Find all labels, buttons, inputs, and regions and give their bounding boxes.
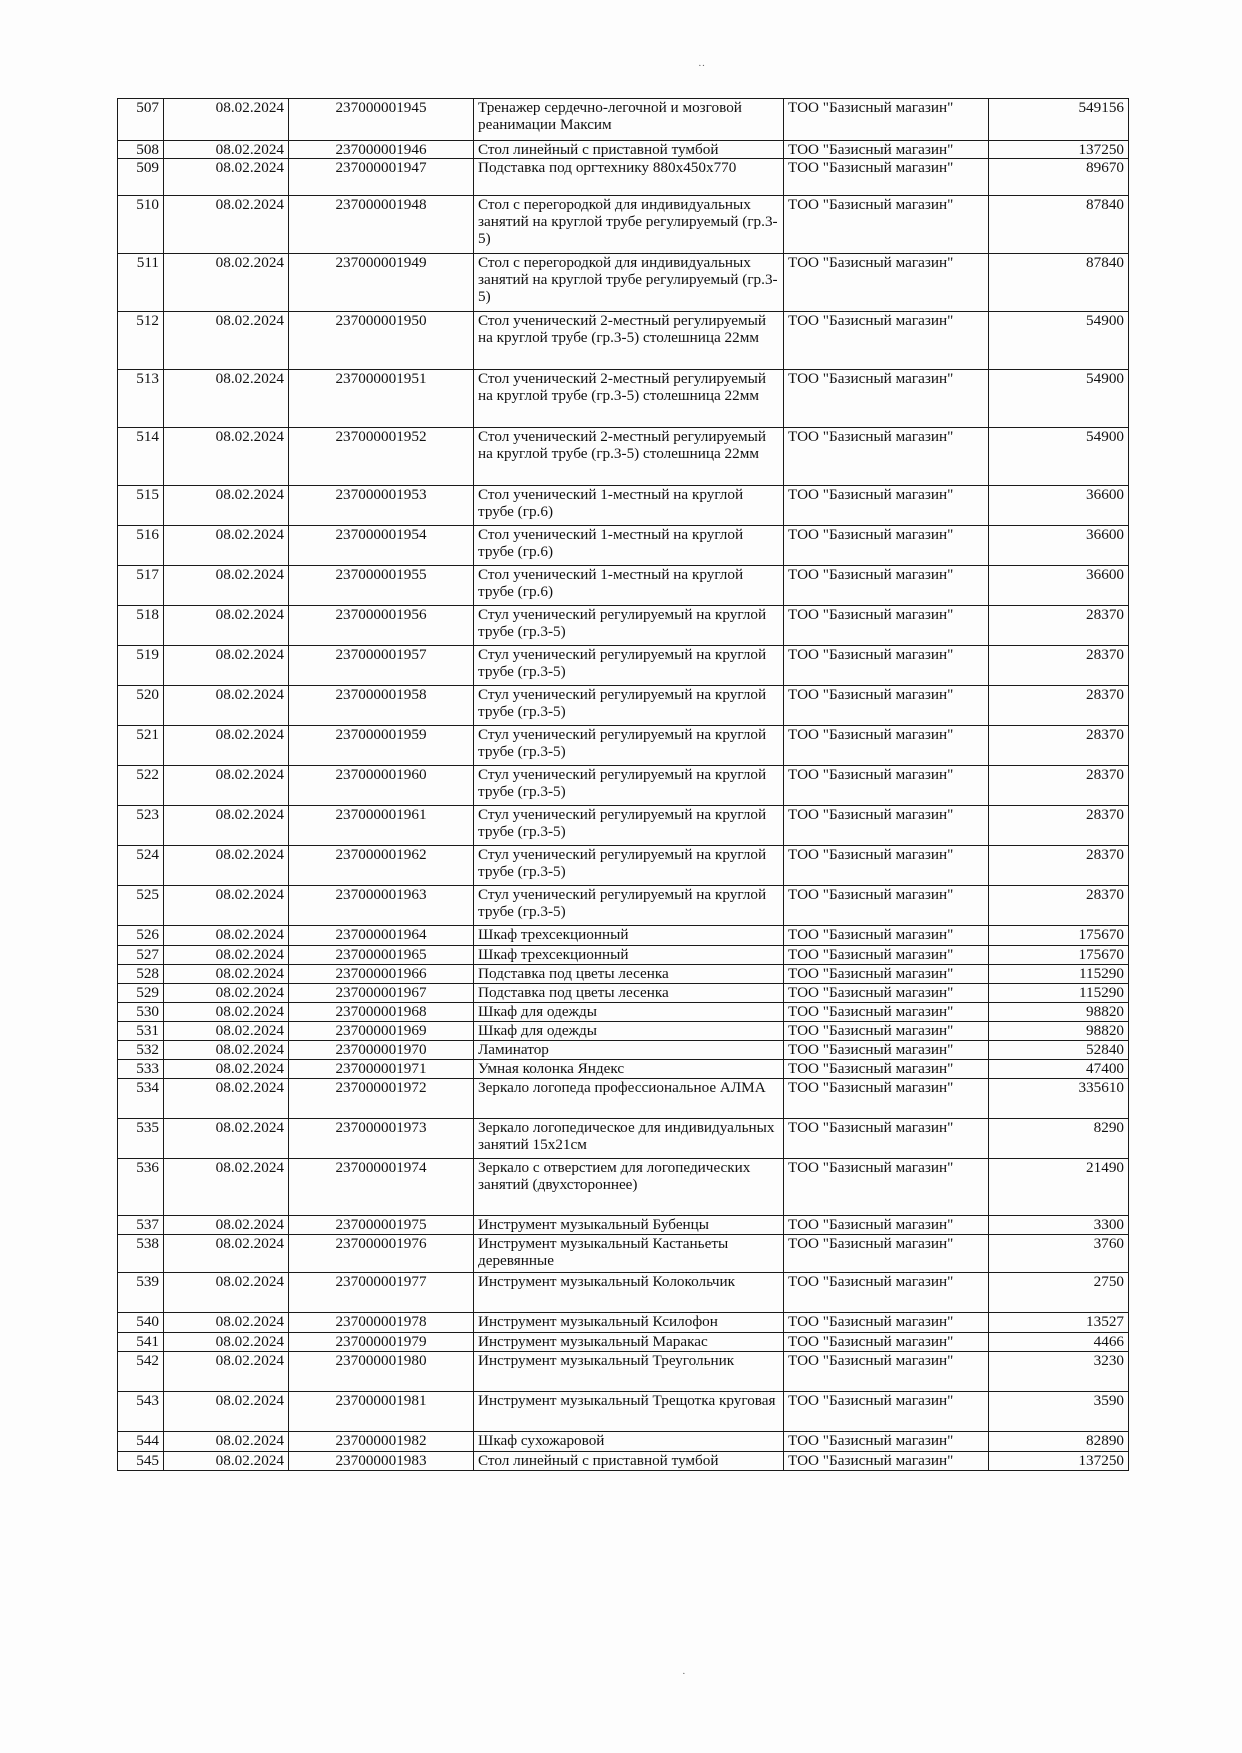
inventory-code-cell: 237000001949 xyxy=(289,254,474,312)
inventory-code-cell: 237000001951 xyxy=(289,370,474,428)
supplier-cell: ТОО "Базисный магазин" xyxy=(784,726,989,766)
item-name-cell: Стол ученический 2-местный регулируемый на круглой трубе (гр.3-5) столешница 22мм xyxy=(474,428,784,486)
price-cell: 3230 xyxy=(989,1352,1129,1392)
row-number-cell: 533 xyxy=(118,1060,164,1079)
item-name-cell: Инструмент музыкальный Треугольник xyxy=(474,1352,784,1392)
item-name-cell: Шкаф трехсекционный xyxy=(474,926,784,946)
inventory-code-cell: 237000001970 xyxy=(289,1041,474,1060)
table-body xyxy=(118,99,1129,1471)
price-cell: 335610 xyxy=(989,1079,1129,1119)
price-cell: 28370 xyxy=(989,886,1129,926)
row-number-cell: 540 xyxy=(118,1313,164,1333)
price-cell: 82890 xyxy=(989,1432,1129,1452)
supplier-cell: ТОО "Базисный магазин" xyxy=(784,141,989,159)
date-cell: 08.02.2024 xyxy=(164,726,289,766)
date-cell: 08.02.2024 xyxy=(164,1159,289,1216)
inventory-code-cell: 237000001958 xyxy=(289,686,474,726)
date-cell: 08.02.2024 xyxy=(164,486,289,526)
supplier-cell: ТОО "Базисный магазин" xyxy=(784,196,989,254)
supplier-cell: ТОО "Базисный магазин" xyxy=(784,1432,989,1452)
row-number-cell: 510 xyxy=(118,196,164,254)
date-cell: 08.02.2024 xyxy=(164,566,289,606)
table-row xyxy=(118,141,1129,159)
date-cell: 08.02.2024 xyxy=(164,159,289,196)
inventory-code-cell: 237000001968 xyxy=(289,1003,474,1022)
date-cell: 08.02.2024 xyxy=(164,984,289,1003)
row-number-cell: 529 xyxy=(118,984,164,1003)
table-row xyxy=(118,1313,1129,1333)
price-cell: 4466 xyxy=(989,1333,1129,1352)
table-row xyxy=(118,946,1129,965)
inventory-code-cell: 237000001983 xyxy=(289,1452,474,1471)
row-number-cell: 531 xyxy=(118,1022,164,1041)
inventory-code-cell: 237000001978 xyxy=(289,1313,474,1333)
supplier-cell: ТОО "Базисный магазин" xyxy=(784,846,989,886)
price-cell: 3760 xyxy=(989,1235,1129,1273)
item-name-cell: Подставка под цветы лесенка xyxy=(474,984,784,1003)
price-cell: 115290 xyxy=(989,984,1129,1003)
supplier-cell: ТОО "Базисный магазин" xyxy=(784,1022,989,1041)
row-number-cell: 523 xyxy=(118,806,164,846)
item-name-cell: Шкаф сухожаровой xyxy=(474,1432,784,1452)
supplier-cell: ТОО "Базисный магазин" xyxy=(784,1079,989,1119)
inventory-code-cell: 237000001954 xyxy=(289,526,474,566)
item-name-cell: Шкаф для одежды xyxy=(474,1003,784,1022)
price-cell: 52840 xyxy=(989,1041,1129,1060)
supplier-cell: ТОО "Базисный магазин" xyxy=(784,1060,989,1079)
inventory-code-cell: 237000001952 xyxy=(289,428,474,486)
inventory-code-cell: 237000001974 xyxy=(289,1159,474,1216)
supplier-cell: ТОО "Базисный магазин" xyxy=(784,1235,989,1273)
price-cell: 54900 xyxy=(989,312,1129,370)
inventory-code-cell: 237000001964 xyxy=(289,926,474,946)
supplier-cell: ТОО "Базисный магазин" xyxy=(784,1452,989,1471)
table-row xyxy=(118,1273,1129,1313)
table-row xyxy=(118,99,1129,141)
date-cell: 08.02.2024 xyxy=(164,806,289,846)
price-cell: 28370 xyxy=(989,766,1129,806)
supplier-cell: ТОО "Базисный магазин" xyxy=(784,254,989,312)
date-cell: 08.02.2024 xyxy=(164,686,289,726)
supplier-cell: ТОО "Базисный магазин" xyxy=(784,806,989,846)
date-cell: 08.02.2024 xyxy=(164,1333,289,1352)
item-name-cell: Зеркало логопеда профессиональное АЛМА xyxy=(474,1079,784,1119)
price-cell: 137250 xyxy=(989,1452,1129,1471)
date-cell: 08.02.2024 xyxy=(164,141,289,159)
row-number-cell: 526 xyxy=(118,926,164,946)
item-name-cell: Стол ученический 1-местный на круглой трубе (гр.6) xyxy=(474,486,784,526)
item-name-cell: Подставка под цветы лесенка xyxy=(474,965,784,984)
item-name-cell: Подставка под оргтехнику 880x450x770 xyxy=(474,159,784,196)
inventory-code-cell: 237000001975 xyxy=(289,1216,474,1235)
asset-register-table xyxy=(117,98,1129,1471)
date-cell: 08.02.2024 xyxy=(164,312,289,370)
item-name-cell: Стол линейный с приставной тумбой xyxy=(474,141,784,159)
item-name-cell: Стул ученический регулируемый на круглой трубе (гр.3-5) xyxy=(474,726,784,766)
date-cell: 08.02.2024 xyxy=(164,428,289,486)
table-row xyxy=(118,726,1129,766)
table-row xyxy=(118,1432,1129,1452)
item-name-cell: Стол ученический 2-местный регулируемый на круглой трубе (гр.3-5) столешница 22мм xyxy=(474,370,784,428)
date-cell: 08.02.2024 xyxy=(164,1041,289,1060)
row-number-cell: 545 xyxy=(118,1452,164,1471)
supplier-cell: ТОО "Базисный магазин" xyxy=(784,370,989,428)
row-number-cell: 524 xyxy=(118,846,164,886)
supplier-cell: ТОО "Базисный магазин" xyxy=(784,1352,989,1392)
item-name-cell: Инструмент музыкальный Бубенцы xyxy=(474,1216,784,1235)
row-number-cell: 532 xyxy=(118,1041,164,1060)
supplier-cell: ТОО "Базисный магазин" xyxy=(784,428,989,486)
price-cell: 89670 xyxy=(989,159,1129,196)
item-name-cell: Тренажер сердечно-легочной и мозговой реанимации Максим xyxy=(474,99,784,141)
date-cell: 08.02.2024 xyxy=(164,196,289,254)
inventory-code-cell: 237000001973 xyxy=(289,1119,474,1159)
row-number-cell: 521 xyxy=(118,726,164,766)
inventory-code-cell: 237000001950 xyxy=(289,312,474,370)
row-number-cell: 537 xyxy=(118,1216,164,1235)
inventory-code-cell: 237000001966 xyxy=(289,965,474,984)
supplier-cell: ТОО "Базисный магазин" xyxy=(784,526,989,566)
item-name-cell: Стул ученический регулируемый на круглой трубе (гр.3-5) xyxy=(474,766,784,806)
supplier-cell: ТОО "Базисный магазин" xyxy=(784,486,989,526)
inventory-code-cell: 237000001979 xyxy=(289,1333,474,1352)
inventory-code-cell: 237000001972 xyxy=(289,1079,474,1119)
item-name-cell: Ламинатор xyxy=(474,1041,784,1060)
item-name-cell: Стул ученический регулируемый на круглой трубе (гр.3-5) xyxy=(474,846,784,886)
inventory-code-cell: 237000001969 xyxy=(289,1022,474,1041)
date-cell: 08.02.2024 xyxy=(164,1119,289,1159)
date-cell: 08.02.2024 xyxy=(164,526,289,566)
price-cell: 115290 xyxy=(989,965,1129,984)
inventory-code-cell: 237000001977 xyxy=(289,1273,474,1313)
price-cell: 2750 xyxy=(989,1273,1129,1313)
inventory-code-cell: 237000001948 xyxy=(289,196,474,254)
supplier-cell: ТОО "Базисный магазин" xyxy=(784,159,989,196)
row-number-cell: 515 xyxy=(118,486,164,526)
price-cell: 28370 xyxy=(989,606,1129,646)
inventory-code-cell: 237000001961 xyxy=(289,806,474,846)
date-cell: 08.02.2024 xyxy=(164,946,289,965)
table-row xyxy=(118,486,1129,526)
supplier-cell: ТОО "Базисный магазин" xyxy=(784,646,989,686)
row-number-cell: 534 xyxy=(118,1079,164,1119)
table-row xyxy=(118,1352,1129,1392)
row-number-cell: 522 xyxy=(118,766,164,806)
date-cell: 08.02.2024 xyxy=(164,1313,289,1333)
table-row xyxy=(118,606,1129,646)
price-cell: 54900 xyxy=(989,370,1129,428)
price-cell: 175670 xyxy=(989,926,1129,946)
row-number-cell: 528 xyxy=(118,965,164,984)
price-cell: 3300 xyxy=(989,1216,1129,1235)
date-cell: 08.02.2024 xyxy=(164,1432,289,1452)
item-name-cell: Стол линейный с приставной тумбой xyxy=(474,1452,784,1471)
table-row xyxy=(118,984,1129,1003)
item-name-cell: Инструмент музыкальный Маракас xyxy=(474,1333,784,1352)
item-name-cell: Стол с перегородкой для индивидуальных занятий на круглой трубе регулируемый (гр.3-5) xyxy=(474,196,784,254)
inventory-code-cell: 237000001980 xyxy=(289,1352,474,1392)
item-name-cell: Зеркало логопедическое для индивидуальных занятий 15x21см xyxy=(474,1119,784,1159)
item-name-cell: Стул ученический регулируемый на круглой трубе (гр.3-5) xyxy=(474,646,784,686)
table-row xyxy=(118,196,1129,254)
item-name-cell: Стул ученический регулируемый на круглой трубе (гр.3-5) xyxy=(474,606,784,646)
table-row xyxy=(118,1060,1129,1079)
inventory-code-cell: 237000001959 xyxy=(289,726,474,766)
date-cell: 08.02.2024 xyxy=(164,1392,289,1432)
table-row xyxy=(118,646,1129,686)
inventory-code-cell: 237000001960 xyxy=(289,766,474,806)
row-number-cell: 520 xyxy=(118,686,164,726)
item-name-cell: Инструмент музыкальный Трещотка круговая xyxy=(474,1392,784,1432)
row-number-cell: 541 xyxy=(118,1333,164,1352)
row-number-cell: 513 xyxy=(118,370,164,428)
table-row xyxy=(118,1119,1129,1159)
supplier-cell: ТОО "Базисный магазин" xyxy=(784,946,989,965)
price-cell: 28370 xyxy=(989,806,1129,846)
table-row xyxy=(118,254,1129,312)
date-cell: 08.02.2024 xyxy=(164,926,289,946)
price-cell: 98820 xyxy=(989,1003,1129,1022)
price-cell: 137250 xyxy=(989,141,1129,159)
supplier-cell: ТОО "Базисный магазин" xyxy=(784,1003,989,1022)
price-cell: 36600 xyxy=(989,486,1129,526)
supplier-cell: ТОО "Базисный магазин" xyxy=(784,926,989,946)
table-row xyxy=(118,965,1129,984)
price-cell: 21490 xyxy=(989,1159,1129,1216)
table-row xyxy=(118,1216,1129,1235)
row-number-cell: 536 xyxy=(118,1159,164,1216)
table-row xyxy=(118,526,1129,566)
table-row xyxy=(118,766,1129,806)
date-cell: 08.02.2024 xyxy=(164,1235,289,1273)
item-name-cell: Стул ученический регулируемый на круглой трубе (гр.3-5) xyxy=(474,886,784,926)
table-row xyxy=(118,1159,1129,1216)
date-cell: 08.02.2024 xyxy=(164,886,289,926)
row-number-cell: 508 xyxy=(118,141,164,159)
date-cell: 08.02.2024 xyxy=(164,1273,289,1313)
price-cell: 28370 xyxy=(989,646,1129,686)
item-name-cell: Инструмент музыкальный Колокольчик xyxy=(474,1273,784,1313)
supplier-cell: ТОО "Базисный магазин" xyxy=(784,1313,989,1333)
supplier-cell: ТОО "Базисный магазин" xyxy=(784,1041,989,1060)
supplier-cell: ТОО "Базисный магазин" xyxy=(784,99,989,141)
row-number-cell: 539 xyxy=(118,1273,164,1313)
row-number-cell: 538 xyxy=(118,1235,164,1273)
inventory-code-cell: 237000001956 xyxy=(289,606,474,646)
date-cell: 08.02.2024 xyxy=(164,1003,289,1022)
table-row xyxy=(118,1003,1129,1022)
inventory-code-cell: 237000001976 xyxy=(289,1235,474,1273)
price-cell: 87840 xyxy=(989,196,1129,254)
price-cell: 36600 xyxy=(989,526,1129,566)
inventory-code-cell: 237000001945 xyxy=(289,99,474,141)
row-number-cell: 511 xyxy=(118,254,164,312)
table-row xyxy=(118,1392,1129,1432)
table-row xyxy=(118,926,1129,946)
date-cell: 08.02.2024 xyxy=(164,1452,289,1471)
row-number-cell: 519 xyxy=(118,646,164,686)
supplier-cell: ТОО "Базисный магазин" xyxy=(784,566,989,606)
row-number-cell: 518 xyxy=(118,606,164,646)
item-name-cell: Инструмент музыкальный Ксилофон xyxy=(474,1313,784,1333)
row-number-cell: 517 xyxy=(118,566,164,606)
row-number-cell: 530 xyxy=(118,1003,164,1022)
date-cell: 08.02.2024 xyxy=(164,1022,289,1041)
inventory-code-cell: 237000001946 xyxy=(289,141,474,159)
item-name-cell: Шкаф для одежды xyxy=(474,1022,784,1041)
supplier-cell: ТОО "Базисный магазин" xyxy=(784,1392,989,1432)
price-cell: 549156 xyxy=(989,99,1129,141)
supplier-cell: ТОО "Базисный магазин" xyxy=(784,766,989,806)
item-name-cell: Зеркало с отверстием для логопедических занятий (двухстороннее) xyxy=(474,1159,784,1216)
inventory-code-cell: 237000001963 xyxy=(289,886,474,926)
table-row xyxy=(118,1452,1129,1471)
inventory-code-cell: 237000001981 xyxy=(289,1392,474,1432)
item-name-cell: Инструмент музыкальный Кастаньеты деревянные xyxy=(474,1235,784,1273)
date-cell: 08.02.2024 xyxy=(164,646,289,686)
item-name-cell: Стол ученический 1-местный на круглой трубе (гр.6) xyxy=(474,566,784,606)
row-number-cell: 509 xyxy=(118,159,164,196)
table-row xyxy=(118,312,1129,370)
table-row xyxy=(118,1235,1129,1273)
table-row xyxy=(118,159,1129,196)
date-cell: 08.02.2024 xyxy=(164,1352,289,1392)
date-cell: 08.02.2024 xyxy=(164,99,289,141)
inventory-code-cell: 237000001953 xyxy=(289,486,474,526)
item-name-cell: Стул ученический регулируемый на круглой трубе (гр.3-5) xyxy=(474,806,784,846)
row-number-cell: 525 xyxy=(118,886,164,926)
row-number-cell: 543 xyxy=(118,1392,164,1432)
row-number-cell: 507 xyxy=(118,99,164,141)
price-cell: 98820 xyxy=(989,1022,1129,1041)
table-row xyxy=(118,566,1129,606)
inventory-code-cell: 237000001947 xyxy=(289,159,474,196)
date-cell: 08.02.2024 xyxy=(164,846,289,886)
row-number-cell: 544 xyxy=(118,1432,164,1452)
date-cell: 08.02.2024 xyxy=(164,1216,289,1235)
price-cell: 28370 xyxy=(989,686,1129,726)
item-name-cell: Шкаф трехсекционный xyxy=(474,946,784,965)
row-number-cell: 542 xyxy=(118,1352,164,1392)
date-cell: 08.02.2024 xyxy=(164,1060,289,1079)
row-number-cell: 535 xyxy=(118,1119,164,1159)
price-cell: 54900 xyxy=(989,428,1129,486)
row-number-cell: 514 xyxy=(118,428,164,486)
row-number-cell: 512 xyxy=(118,312,164,370)
table-row xyxy=(118,1041,1129,1060)
inventory-code-cell: 237000001955 xyxy=(289,566,474,606)
row-number-cell: 527 xyxy=(118,946,164,965)
price-cell: 8290 xyxy=(989,1119,1129,1159)
table-row xyxy=(118,1022,1129,1041)
inventory-code-cell: 237000001962 xyxy=(289,846,474,886)
table-row xyxy=(118,1079,1129,1119)
supplier-cell: ТОО "Базисный магазин" xyxy=(784,1273,989,1313)
price-cell: 47400 xyxy=(989,1060,1129,1079)
table-row xyxy=(118,1333,1129,1352)
supplier-cell: ТОО "Базисный магазин" xyxy=(784,965,989,984)
supplier-cell: ТОО "Базисный магазин" xyxy=(784,312,989,370)
scan-speck: ·· xyxy=(698,60,706,72)
supplier-cell: ТОО "Базисный магазин" xyxy=(784,686,989,726)
price-cell: 87840 xyxy=(989,254,1129,312)
table-row xyxy=(118,846,1129,886)
item-name-cell: Стул ученический регулируемый на круглой трубе (гр.3-5) xyxy=(474,686,784,726)
supplier-cell: ТОО "Базисный магазин" xyxy=(784,1159,989,1216)
date-cell: 08.02.2024 xyxy=(164,370,289,428)
date-cell: 08.02.2024 xyxy=(164,254,289,312)
row-number-cell: 516 xyxy=(118,526,164,566)
price-cell: 36600 xyxy=(989,566,1129,606)
supplier-cell: ТОО "Базисный магазин" xyxy=(784,1216,989,1235)
item-name-cell: Стол с перегородкой для индивидуальных занятий на круглой трубе регулируемый (гр.3-5) xyxy=(474,254,784,312)
supplier-cell: ТОО "Базисный магазин" xyxy=(784,1119,989,1159)
inventory-code-cell: 237000001957 xyxy=(289,646,474,686)
table-row xyxy=(118,370,1129,428)
supplier-cell: ТОО "Базисный магазин" xyxy=(784,886,989,926)
supplier-cell: ТОО "Базисный магазин" xyxy=(784,606,989,646)
table-row xyxy=(118,686,1129,726)
scan-speck: · xyxy=(682,1668,686,1680)
date-cell: 08.02.2024 xyxy=(164,1079,289,1119)
supplier-cell: ТОО "Базисный магазин" xyxy=(784,1333,989,1352)
price-cell: 28370 xyxy=(989,846,1129,886)
date-cell: 08.02.2024 xyxy=(164,606,289,646)
item-name-cell: Стол ученический 1-местный на круглой трубе (гр.6) xyxy=(474,526,784,566)
price-cell: 13527 xyxy=(989,1313,1129,1333)
date-cell: 08.02.2024 xyxy=(164,766,289,806)
price-cell: 3590 xyxy=(989,1392,1129,1432)
price-cell: 28370 xyxy=(989,726,1129,766)
inventory-code-cell: 237000001982 xyxy=(289,1432,474,1452)
item-name-cell: Стол ученический 2-местный регулируемый на круглой трубе (гр.3-5) столешница 22мм xyxy=(474,312,784,370)
inventory-code-cell: 237000001965 xyxy=(289,946,474,965)
table-row xyxy=(118,886,1129,926)
supplier-cell: ТОО "Базисный магазин" xyxy=(784,984,989,1003)
table-row xyxy=(118,428,1129,486)
date-cell: 08.02.2024 xyxy=(164,965,289,984)
price-cell: 175670 xyxy=(989,946,1129,965)
table-row xyxy=(118,806,1129,846)
inventory-code-cell: 237000001971 xyxy=(289,1060,474,1079)
inventory-code-cell: 237000001967 xyxy=(289,984,474,1003)
item-name-cell: Умная колонка Яндекс xyxy=(474,1060,784,1079)
